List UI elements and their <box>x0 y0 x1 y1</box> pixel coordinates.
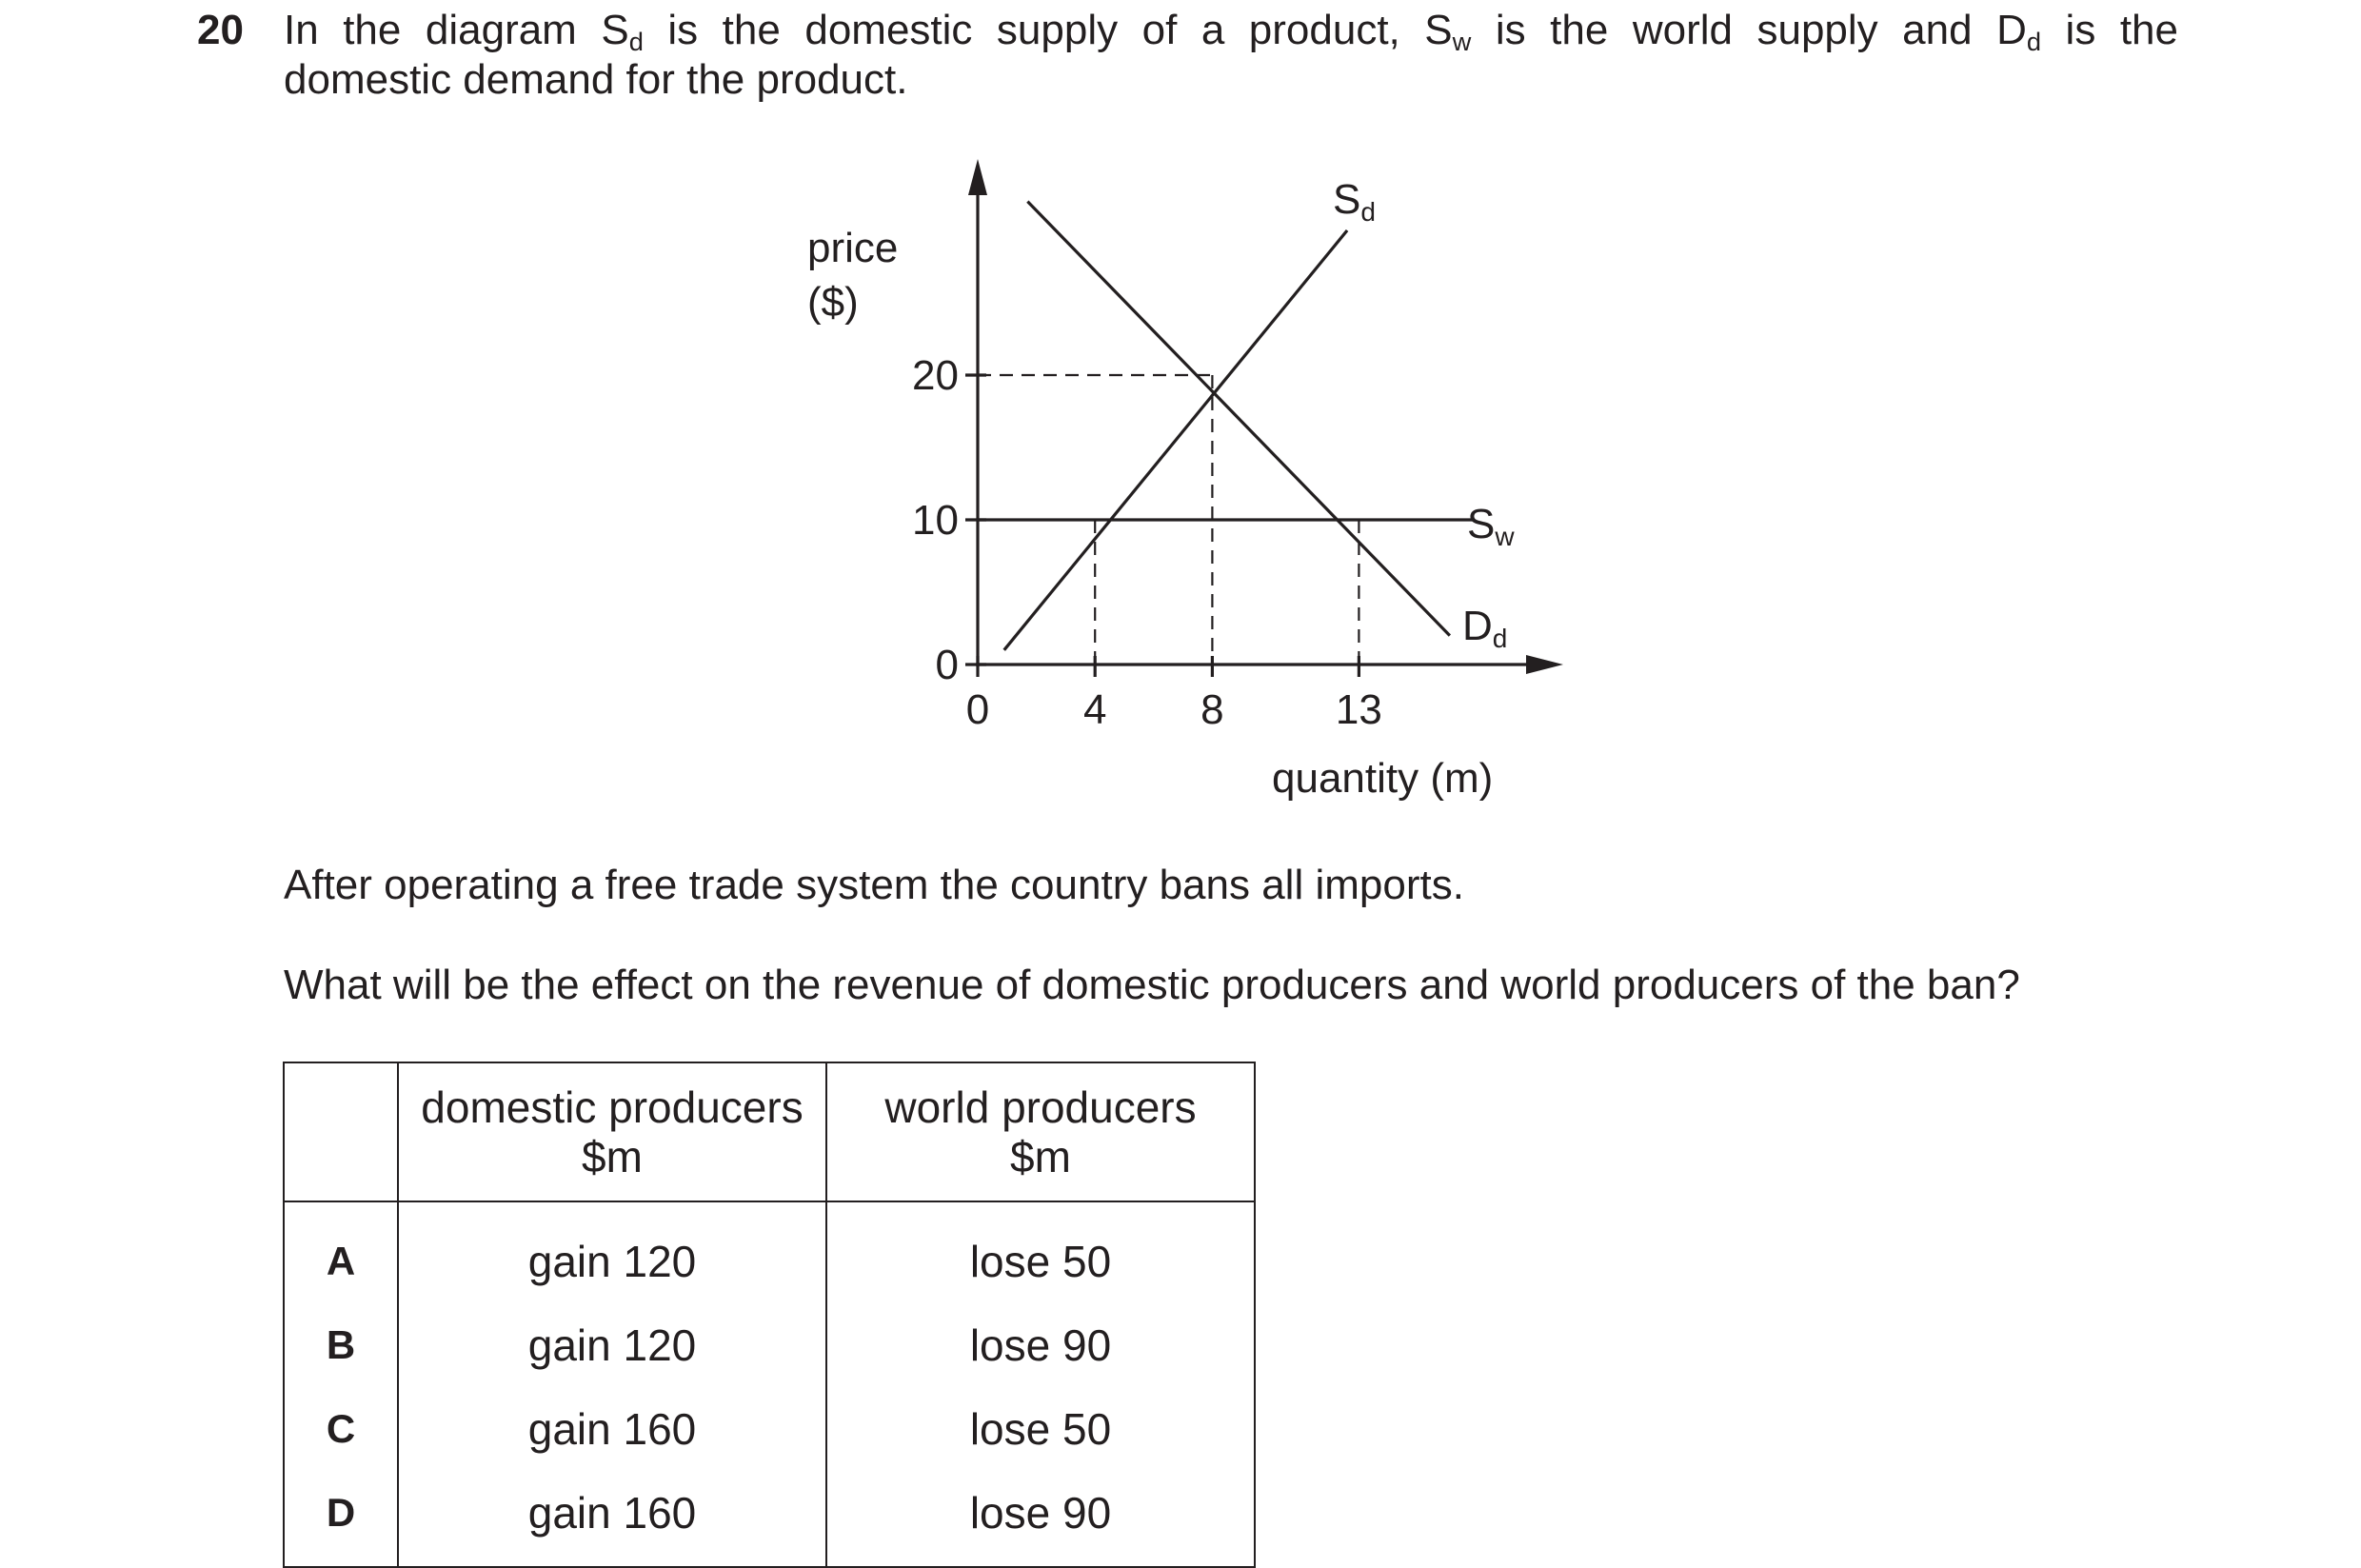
world-value: lose 50 <box>826 1387 1255 1471</box>
domestic-value: gain 120 <box>398 1303 826 1387</box>
after-text: After operating a free trade system the country bans all imports. <box>284 862 1464 908</box>
domestic-value: gain 120 <box>398 1201 826 1303</box>
table-header-row <box>284 1062 1255 1201</box>
label-sd: Sd <box>1333 176 1376 227</box>
option-row-c[interactable] <box>284 1387 1255 1471</box>
label-dd: Dd <box>1462 603 1508 653</box>
y-tick-label: 20 <box>912 352 959 399</box>
y-axis-label: price <box>807 225 899 271</box>
world-value: lose 90 <box>826 1471 1255 1567</box>
domestic-value: gain 160 <box>398 1387 826 1471</box>
axes <box>965 159 1563 677</box>
header-domestic: domestic producers $m <box>398 1062 826 1201</box>
question-number: 20 <box>197 7 244 53</box>
chart-labels <box>807 176 1515 802</box>
option-row-b[interactable] <box>284 1303 1255 1387</box>
option-key: A <box>284 1201 398 1303</box>
x-tick-label: 13 <box>1335 686 1382 733</box>
world-value: lose 90 <box>826 1303 1255 1387</box>
answer-table <box>283 1062 1256 1568</box>
curve-sd <box>1004 230 1347 650</box>
header-world: world producers $m <box>826 1062 1255 1201</box>
stem-line-1: In the diagram $S_d$ is the domestic supply of a product, $S_w$ is the world supply and $D_d$ is the <box>284 7 2179 56</box>
x-tick-label: 4 <box>1082 686 1107 733</box>
x-axis-arrowhead <box>1526 655 1563 674</box>
curves <box>978 202 1474 650</box>
option-row-d[interactable] <box>284 1471 1255 1567</box>
question-prompt: What will be the effect on the revenue of domestic producers and world producers of the ban? <box>284 962 2020 1008</box>
y-tick-label: 10 <box>912 497 959 544</box>
option-key: D <box>284 1471 398 1567</box>
option-key: B <box>284 1303 398 1387</box>
y-axis-arrowhead <box>968 159 987 195</box>
domestic-value: gain 160 <box>398 1471 826 1567</box>
label-sw: Sw <box>1467 501 1515 551</box>
x-tick-label: 8 <box>1200 686 1224 733</box>
world-value: lose 50 <box>826 1201 1255 1303</box>
x-axis-label: quantity (m) <box>1272 755 1494 802</box>
option-key: C <box>284 1387 398 1471</box>
option-row-a[interactable] <box>284 1201 1255 1303</box>
y-axis-unit: ($) <box>807 279 859 326</box>
x-tick-label: 0 <box>965 686 990 733</box>
y-tick-label: 0 <box>935 642 959 688</box>
header-key <box>284 1062 398 1201</box>
curve-dd <box>1027 202 1450 636</box>
stem-line-2: domestic demand for the product. <box>284 56 908 103</box>
